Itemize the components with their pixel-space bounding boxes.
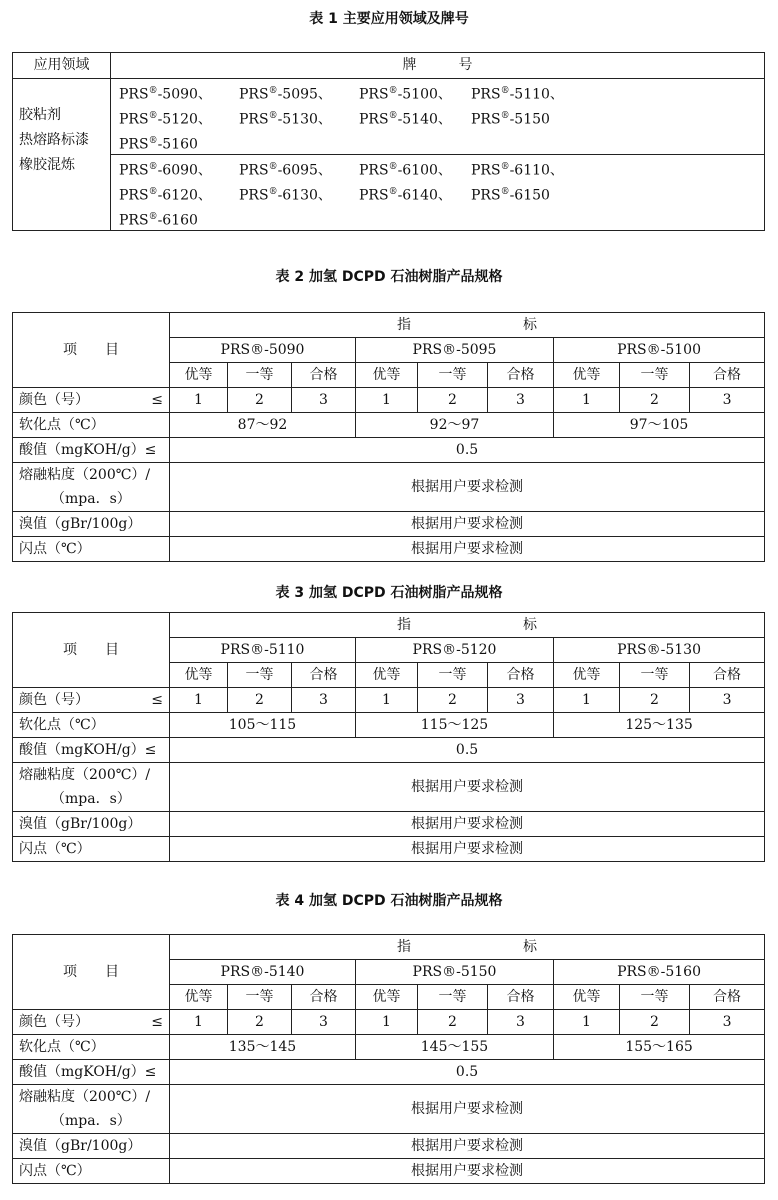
- grade-item: PRS®-5100、: [359, 86, 452, 103]
- softening-value: 105～115: [170, 713, 356, 738]
- header-field: 应用领域: [13, 53, 111, 79]
- table3: [12, 612, 765, 862]
- softening-value: 125～135: [554, 713, 765, 738]
- field-road-marking: 热熔路标漆: [19, 132, 89, 148]
- color-value: 2: [620, 688, 690, 713]
- table-row: [13, 713, 765, 738]
- field-cell: [13, 79, 111, 231]
- grade-item: PRS®-6160: [119, 212, 198, 229]
- color-value: 2: [418, 688, 488, 713]
- grade-group-1: [111, 79, 765, 155]
- product-name: PRS®-5160: [554, 960, 765, 985]
- table-row: [13, 812, 765, 837]
- row-label-melt-viscosity: 熔融粘度（200℃）/ （mpa．s）: [13, 763, 170, 812]
- row-label-acid: 酸值（mgKOH/g）≤: [13, 1060, 170, 1085]
- table-row: [13, 935, 765, 960]
- table-row: [13, 1159, 765, 1184]
- grade-header: 合格: [488, 663, 554, 688]
- header-item: 项 目: [13, 613, 170, 688]
- table-row: [13, 1060, 765, 1085]
- row-label-bromine: 溴值（gBr/100g）: [13, 1134, 170, 1159]
- color-value: 2: [228, 388, 292, 413]
- field-adhesive: 胶粘剂: [19, 107, 61, 123]
- grade-item: PRS®-5120、: [119, 111, 212, 128]
- table-row: [13, 1035, 765, 1060]
- header-index: 指 标: [170, 313, 765, 338]
- grade-item: PRS®-5130、: [239, 111, 332, 128]
- product-name: PRS®-5100: [554, 338, 765, 363]
- grade-header: 优等: [554, 663, 620, 688]
- grade-header: 合格: [690, 985, 765, 1010]
- table-row: [13, 613, 765, 638]
- grade-header: 优等: [356, 985, 418, 1010]
- melt-viscosity-value: 根据用户要求检测: [170, 1085, 765, 1134]
- color-value: 3: [690, 1010, 765, 1035]
- row-label-flash-point: 闪点（℃）: [13, 537, 170, 562]
- grade-header: 优等: [170, 663, 228, 688]
- acid-value: 0.5: [170, 1060, 765, 1085]
- table-row: [13, 313, 765, 338]
- melt-viscosity-value: 根据用户要求检测: [170, 463, 765, 512]
- color-value: 3: [488, 688, 554, 713]
- grade-list: [119, 79, 758, 154]
- flash-point-value: 根据用户要求检测: [170, 1159, 765, 1184]
- acid-value: 0.5: [170, 738, 765, 763]
- color-value: 3: [292, 1010, 356, 1035]
- row-label-acid: 酸值（mgKOH/g）≤: [13, 738, 170, 763]
- grade-header: 一等: [418, 985, 488, 1010]
- table-row: [13, 1134, 765, 1159]
- grade-header: 合格: [292, 663, 356, 688]
- softening-value: 92～97: [356, 413, 554, 438]
- softening-value: 155～165: [554, 1035, 765, 1060]
- softening-value: 145～155: [356, 1035, 554, 1060]
- table-row: [13, 837, 765, 862]
- grade-header: 一等: [620, 363, 690, 388]
- softening-value: 97～105: [554, 413, 765, 438]
- table-row: [13, 438, 765, 463]
- grade-header: 一等: [418, 663, 488, 688]
- color-value: 2: [620, 1010, 690, 1035]
- grade-header: 合格: [690, 363, 765, 388]
- table-row: [13, 53, 765, 79]
- table-row: [13, 738, 765, 763]
- color-value: 1: [356, 1010, 418, 1035]
- grade-item: PRS®-6120、: [119, 187, 212, 204]
- product-name: PRS®-5110: [170, 638, 356, 663]
- grade-header: 一等: [228, 663, 292, 688]
- table-row: [13, 1010, 765, 1035]
- color-value: 2: [228, 688, 292, 713]
- grade-item: PRS®-6100、: [359, 162, 452, 179]
- table-row: [13, 79, 765, 155]
- grade-item: PRS®-6140、: [359, 187, 452, 204]
- color-value: 1: [170, 688, 228, 713]
- table2-title: 表 2 加氢 DCPD 石油树脂产品规格: [275, 269, 503, 285]
- grade-header: 优等: [170, 985, 228, 1010]
- grade-header: 合格: [488, 985, 554, 1010]
- flash-point-value: 根据用户要求检测: [170, 537, 765, 562]
- grade-item: PRS®-5110、: [471, 86, 564, 103]
- grade-header: 优等: [170, 363, 228, 388]
- color-value: 2: [228, 1010, 292, 1035]
- softening-value: 115～125: [356, 713, 554, 738]
- grade-item: PRS®-6095、: [239, 162, 332, 179]
- row-label-color: 颜色（号） ≤: [13, 1010, 170, 1035]
- table1-title: 表 1 主要应用领域及牌号: [309, 11, 469, 27]
- header-item: 项 目: [13, 935, 170, 1010]
- melt-viscosity-value: 根据用户要求检测: [170, 763, 765, 812]
- row-label-flash-point: 闪点（℃）: [13, 1159, 170, 1184]
- grade-item: PRS®-5095、: [239, 86, 332, 103]
- grade-header: 优等: [356, 663, 418, 688]
- row-label-melt-viscosity: 熔融粘度（200℃）/ （mpa．s）: [13, 463, 170, 512]
- softening-value: 135～145: [170, 1035, 356, 1060]
- table3-title: 表 3 加氢 DCPD 石油树脂产品规格: [275, 585, 503, 601]
- product-name: PRS®-5095: [356, 338, 554, 363]
- color-value: 2: [620, 388, 690, 413]
- grade-header: 合格: [292, 985, 356, 1010]
- grade-header: 一等: [228, 363, 292, 388]
- table-row: [13, 413, 765, 438]
- grade-item: PRS®-6130、: [239, 187, 332, 204]
- color-value: 2: [418, 1010, 488, 1035]
- field-rubber: 橡胶混炼: [19, 157, 75, 173]
- row-label-softening: 软化点（℃）: [13, 1035, 170, 1060]
- product-name: PRS®-5120: [356, 638, 554, 663]
- color-value: 1: [356, 388, 418, 413]
- row-label-color: 颜色（号） ≤: [13, 688, 170, 713]
- grade-item: PRS®-5160: [119, 136, 198, 153]
- table-row: [13, 537, 765, 562]
- product-name: PRS®-5150: [356, 960, 554, 985]
- grade-header: 一等: [228, 985, 292, 1010]
- grade-header: 优等: [356, 363, 418, 388]
- bromine-value: 根据用户要求检测: [170, 1134, 765, 1159]
- acid-value: 0.5: [170, 438, 765, 463]
- header-index: 指 标: [170, 935, 765, 960]
- row-label-softening: 软化点（℃）: [13, 413, 170, 438]
- color-value: 3: [488, 388, 554, 413]
- table-row: [13, 688, 765, 713]
- grade-list: [119, 155, 758, 230]
- softening-value: 87～92: [170, 413, 356, 438]
- color-value: 1: [356, 688, 418, 713]
- flash-point-value: 根据用户要求检测: [170, 837, 765, 862]
- grade-header: 一等: [620, 985, 690, 1010]
- product-name: PRS®-5130: [554, 638, 765, 663]
- grade-item: PRS®-5090、: [119, 86, 212, 103]
- grade-item: PRS®-5150: [471, 111, 550, 128]
- bromine-value: 根据用户要求检测: [170, 812, 765, 837]
- row-label-melt-viscosity: 熔融粘度（200℃）/ （mpa．s）: [13, 1085, 170, 1134]
- grade-header: 合格: [690, 663, 765, 688]
- table-row: [13, 763, 765, 812]
- grade-item: PRS®-6110、: [471, 162, 564, 179]
- grade-header: 合格: [292, 363, 356, 388]
- grade-header: 优等: [554, 985, 620, 1010]
- header-item: 项 目: [13, 313, 170, 388]
- table2: [12, 312, 765, 562]
- grade-item: PRS®-6090、: [119, 162, 212, 179]
- product-name: PRS®-5140: [170, 960, 356, 985]
- grade-header: 一等: [620, 663, 690, 688]
- row-label-acid: 酸值（mgKOH/g）≤: [13, 438, 170, 463]
- grade-item: PRS®-6150: [471, 187, 550, 204]
- table-row: [13, 1085, 765, 1134]
- table4-title: 表 4 加氢 DCPD 石油树脂产品规格: [275, 893, 503, 909]
- grade-group-2: [111, 155, 765, 231]
- row-label-bromine: 溴值（gBr/100g）: [13, 512, 170, 537]
- color-value: 1: [554, 1010, 620, 1035]
- color-value: 1: [554, 688, 620, 713]
- table-row: [13, 463, 765, 512]
- row-label-bromine: 溴值（gBr/100g）: [13, 812, 170, 837]
- grade-header: 优等: [554, 363, 620, 388]
- header-grade: 牌 号: [111, 53, 765, 79]
- row-label-flash-point: 闪点（℃）: [13, 837, 170, 862]
- row-label-softening: 软化点（℃）: [13, 713, 170, 738]
- grade-item: PRS®-5140、: [359, 111, 452, 128]
- table1: [12, 52, 765, 231]
- header-index: 指 标: [170, 613, 765, 638]
- grade-header: 一等: [418, 363, 488, 388]
- color-value: 3: [488, 1010, 554, 1035]
- color-value: 3: [292, 388, 356, 413]
- color-value: 1: [170, 388, 228, 413]
- color-value: 3: [292, 688, 356, 713]
- bromine-value: 根据用户要求检测: [170, 512, 765, 537]
- row-label-color: 颜色（号） ≤: [13, 388, 170, 413]
- grade-header: 合格: [488, 363, 554, 388]
- table-row: [13, 388, 765, 413]
- color-value: 3: [690, 688, 765, 713]
- product-name: PRS®-5090: [170, 338, 356, 363]
- table-row: [13, 155, 765, 231]
- color-value: 2: [418, 388, 488, 413]
- color-value: 1: [554, 388, 620, 413]
- table-row: [13, 512, 765, 537]
- color-value: 1: [170, 1010, 228, 1035]
- table4: [12, 934, 765, 1184]
- color-value: 3: [690, 388, 765, 413]
